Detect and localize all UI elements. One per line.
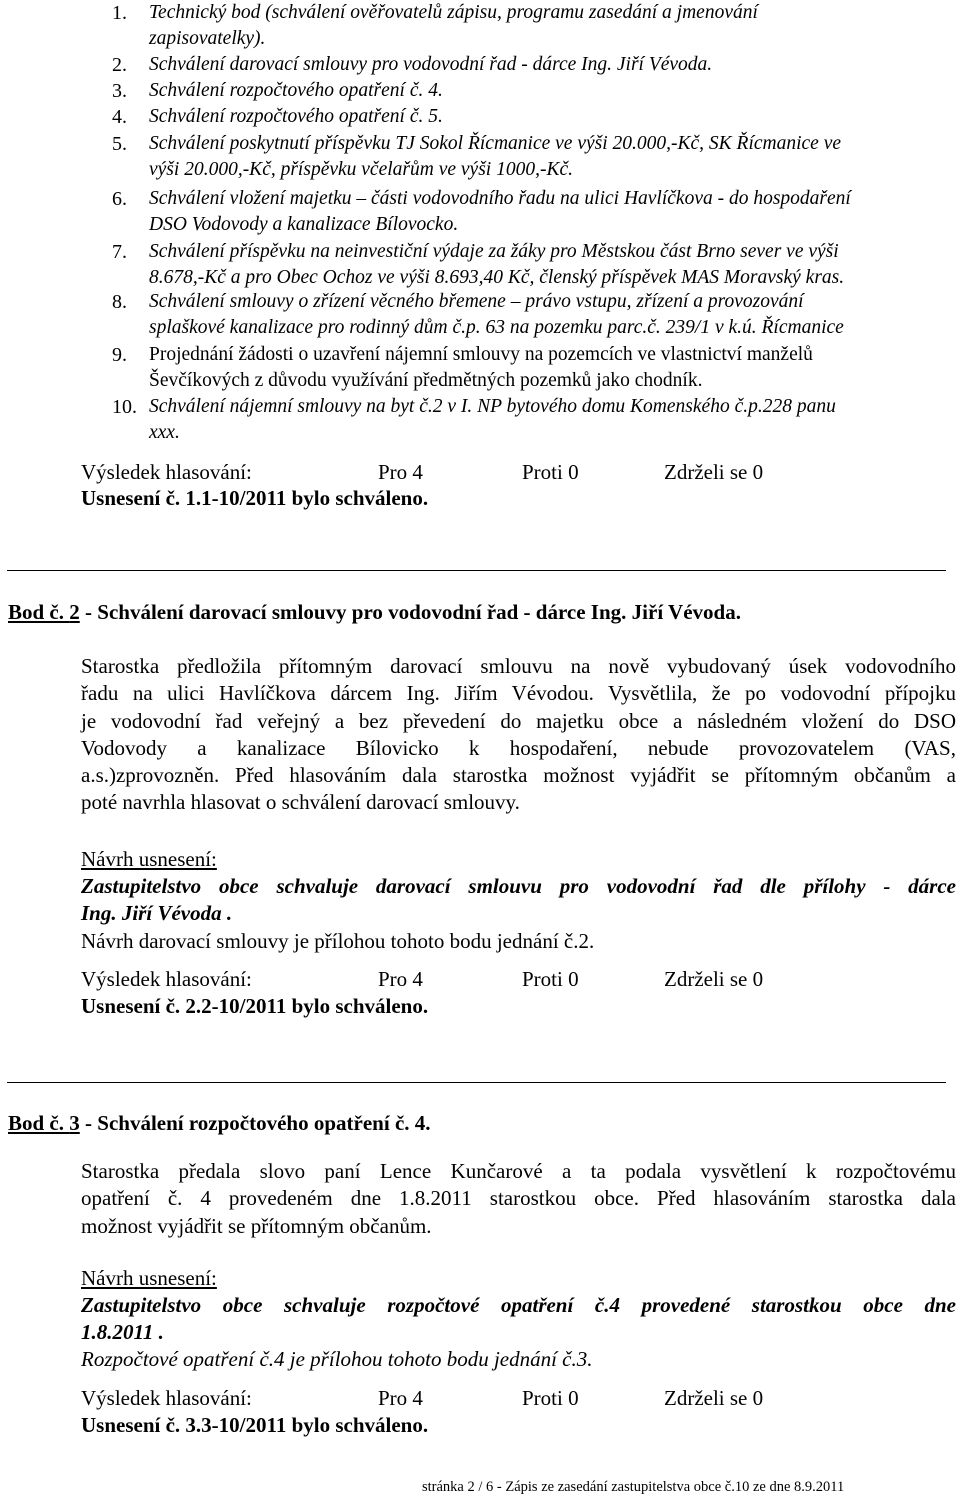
agenda-number: 1. xyxy=(112,2,127,24)
agenda-text: Schválení vložení majetku – části vodovodního řadu na ulici Havlíčkova - do hospodaření xyxy=(149,188,851,209)
agenda-text: Projednání žádosti o uzavření nájemní smlouvy na pozemcích ve vlastnictví manželů xyxy=(149,344,813,365)
section-divider xyxy=(7,570,946,571)
page-footer: stránka 2 / 6 - Zápis ze zasedání zastupitelstva obce č.10 ze dne 8.9.2011 xyxy=(422,1479,845,1495)
agenda-number: 10. xyxy=(112,396,137,418)
agenda-text-continued: DSO Vodovody a kanalizace Bílovocko. xyxy=(149,214,459,235)
resolution-approved: Usnesení č. 3.3-10/2011 bylo schváleno. xyxy=(81,1413,429,1437)
agenda-text: Schválení rozpočtového opatření č. 5. xyxy=(149,106,443,127)
agenda-text: Schválení poskytnutí příspěvku TJ Sokol Řícmanice ve výši 20.000,-Kč, SK Řícmanice ve xyxy=(149,133,842,154)
paragraph-line: poté navrhla hlasovat o schválení darovací smlouvy. xyxy=(81,790,520,815)
agenda-text-continued: xxx. xyxy=(149,422,180,443)
vote-proti: Proti 0 xyxy=(522,460,579,484)
agenda-text: Schválení příspěvku na neinvestiční výdaje za žáky pro Městskou část Brno sever ve výši xyxy=(149,241,839,262)
agenda-number: 8. xyxy=(112,291,127,313)
vote-abstained: Zdrželi se 0 xyxy=(664,967,764,991)
agenda-text-continued: splaškové kanalizace pro rodinný dům č.p. 63 na pozemku parc.č. 239/1 v k.ú. Řícmanice xyxy=(149,317,844,338)
proposal-line: Ing. Jiří Vévoda . xyxy=(81,901,233,926)
attachment-note: Návrh darovací smlouvy je přílohou tohoto bodu jednání č.2. xyxy=(81,929,595,953)
vote-abstained: Zdrželi se 0 xyxy=(664,1386,764,1410)
vote-abstained: Zdrželi se 0 xyxy=(664,460,764,484)
section-heading: - Schválení darovací smlouvy pro vodovodní řad - dárce Ing. Jiří Vévoda. xyxy=(79,600,741,624)
proposal-label: Návrh usnesení: xyxy=(81,847,217,871)
agenda-text: Schválení rozpočtového opatření č. 4. xyxy=(149,80,443,101)
paragraph-line: možnost vyjádřit se přítomným občanům. xyxy=(81,1213,432,1238)
proposal-line: Zastupitelstvo obce schvaluje rozpočtové opatření č.4 provedené starostkou obce dne xyxy=(81,1293,956,1317)
section-divider xyxy=(7,1082,946,1083)
paragraph-line: Starostka předložila přítomným darovací smlouvu na nově vybudovaný úsek vodovodního xyxy=(81,654,956,678)
proposal-text xyxy=(81,873,956,928)
vote-label: Výsledek hlasování: xyxy=(81,460,252,484)
attachment-note: Rozpočtové opatření č.4 je přílohou tohoto bodu jednání č.3. xyxy=(81,1347,593,1371)
paragraph-line: řadu na ulici Havlíčkova dárcem Ing. Jiřím Vévodou. Vysvětlila, že po vodovodní přípojku xyxy=(81,681,956,706)
vote-pro: Pro 4 xyxy=(378,460,423,484)
section-heading: - Schválení rozpočtového opatření č. 4. xyxy=(79,1111,431,1135)
agenda-text-continued: výši 20.000,-Kč, příspěvku včelařům ve výši 1000,-Kč. xyxy=(149,159,573,180)
proposal-text xyxy=(81,1292,956,1347)
agenda-text: Technický bod (schválení ověřovatelů zápisu, programu zasedání a jmenování xyxy=(149,2,758,23)
section-number: 2 xyxy=(69,600,80,624)
agenda-text-continued: 8.678,-Kč a pro Obec Ochoz ve výši 8.693,40 Kč, členský příspěvek MAS Moravský kras. xyxy=(149,267,845,288)
agenda-number: 9. xyxy=(112,344,127,366)
agenda-number: 7. xyxy=(112,241,127,263)
vote-label: Výsledek hlasování: xyxy=(81,1386,252,1410)
resolution-approved: Usnesení č. 2.2-10/2011 bylo schváleno. xyxy=(81,994,429,1018)
agenda-text: Schválení darovací smlouvy pro vodovodní řad - dárce Ing. Jiří Vévoda. xyxy=(149,54,713,75)
vote-label: Výsledek hlasování: xyxy=(81,967,252,991)
section-prefix: Bod č. xyxy=(8,1111,70,1135)
proposal-label: Návrh usnesení: xyxy=(81,1266,217,1290)
section-paragraph xyxy=(81,1158,956,1240)
agenda-number: 5. xyxy=(112,133,127,155)
agenda-number: 6. xyxy=(112,188,127,210)
paragraph-line: a.s.)zprovozněn. Před hlasováním dala starostka možnost vyjádřit se přítomným občanům a xyxy=(81,763,956,788)
agenda-text: Schválení smlouvy o zřízení věcného břemene – právo vstupu, zřízení a provozování xyxy=(149,291,804,312)
vote-proti: Proti 0 xyxy=(522,967,579,991)
vote-proti: Proti 0 xyxy=(522,1386,579,1410)
agenda-text-continued: zapisovatelky). xyxy=(149,28,266,49)
paragraph-line: Starostka předala slovo paní Lence Kunčarové a ta podala vysvětlení k rozpočtovému xyxy=(81,1159,956,1183)
agenda-number: 3. xyxy=(112,80,127,102)
paragraph-line: Vodovody a kanalizace Bílovicko k hospodaření, nebude provozovatelem (VAS, xyxy=(81,735,956,760)
section-title xyxy=(8,600,741,625)
section-paragraph xyxy=(81,653,956,817)
agenda-number: 4. xyxy=(112,106,127,128)
agenda-number: 2. xyxy=(112,54,127,76)
section-prefix: Bod č. xyxy=(8,600,70,624)
paragraph-line: je vodovodní řad veřejný a bez převedení do majetku obce a následném vložení do DSO xyxy=(81,708,956,733)
resolution-approved: Usnesení č. 1.1-10/2011 bylo schváleno. xyxy=(81,486,429,510)
vote-pro: Pro 4 xyxy=(378,967,423,991)
paragraph-line: opatření č. 4 provedeném dne 1.8.2011 starostkou obce. Před hlasováním starostka dala xyxy=(81,1186,956,1211)
vote-pro: Pro 4 xyxy=(378,1386,423,1410)
section-title xyxy=(8,1111,431,1136)
agenda-text-continued: Ševčíkových z důvodu využívání předmětných pozemků jako chodník. xyxy=(149,370,703,391)
proposal-line: Zastupitelstvo obce schvaluje darovací smlouvu pro vodovodní řad dle přílohy - dárce xyxy=(81,874,956,898)
section-number: 3 xyxy=(69,1111,80,1135)
proposal-line: 1.8.2011 . xyxy=(81,1320,164,1345)
agenda-text: Schválení nájemní smlouvy na byt č.2 v I. NP bytového domu Komenského č.p.228 panu xyxy=(149,396,836,417)
